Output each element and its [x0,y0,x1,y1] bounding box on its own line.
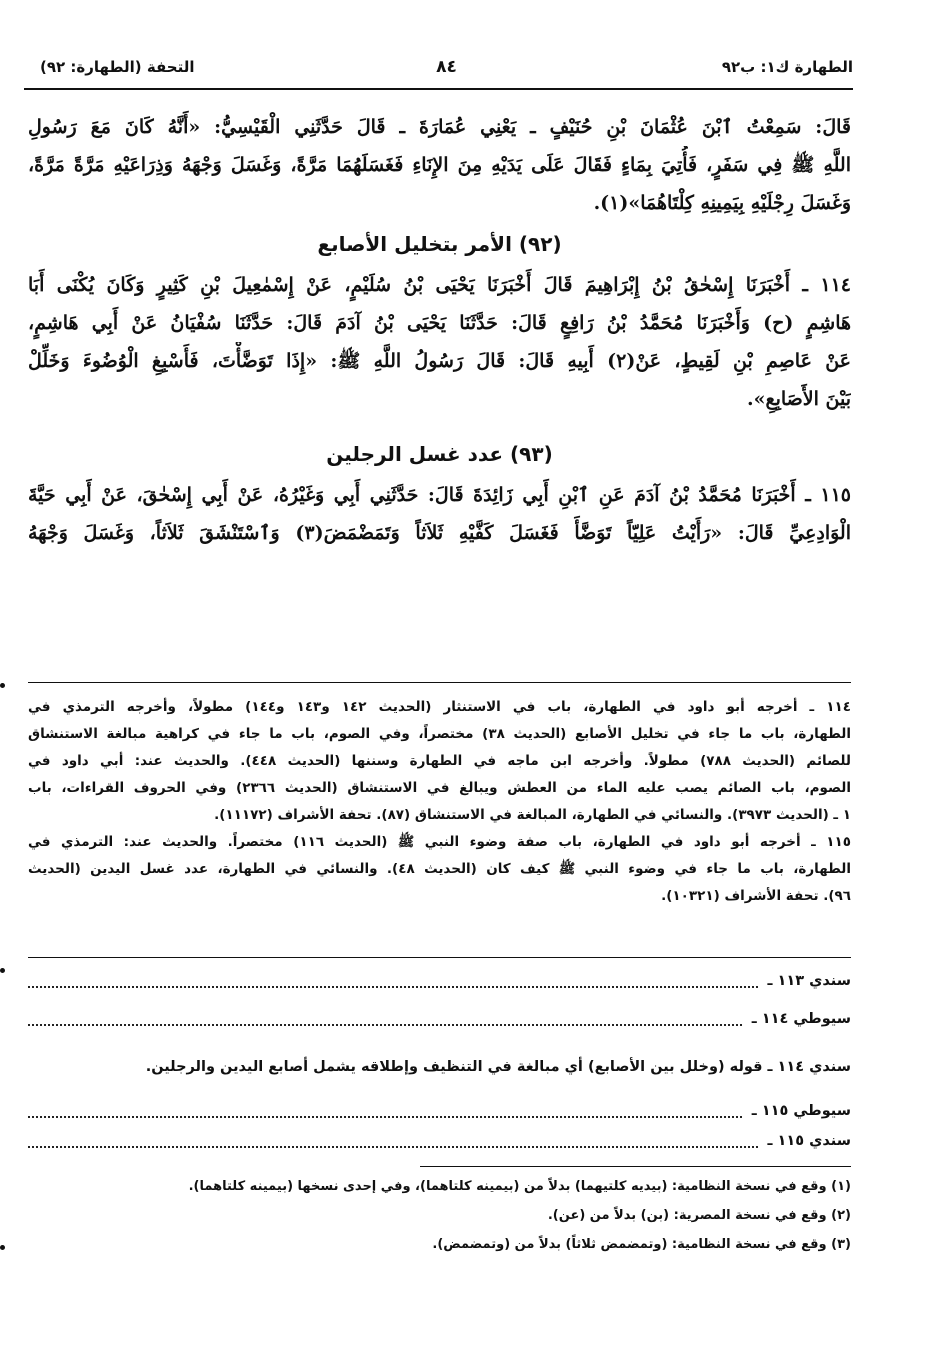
text-line: عَنْ عَاصِمِ بْنِ لَقِيطٍ، عَنْ(٢) أَبِيهِ قَالَ: قَالَ رَسُولُ اللَّهِ ﷺ: «إِذَا تَوَضَّأْتَ، فَأَسْبِغِ الْوُضُوءَ وَخَلِّلْ [28,350,851,372]
dotted-leader [28,1012,742,1026]
commentary-label: سندي ١١٣ ـ [767,973,851,989]
text-line: هَاشِمٍ (ح) وَأَخْبَرَنَا مُحَمَّدُ بْنُ رَافِعٍ قَالَ: حَدَّثَنَا يَحْيَى بْنُ آدَمَ قَالَ: حَدَّثَنَا سُفْيَانُ عَنْ أَبِي هَاشِمٍ، [28,312,851,334]
note-line: للصائم (الحديث ٧٨٨) مطولاً. وأخرجه ابن ماجه في الطهارة وسننها (الحديث ٤٤٨). والحديث عند: أبي داود في [28,753,851,769]
dotted-leader [28,1134,758,1148]
text-line: بَيْنَ الأَصَابِعِ». [746,388,851,410]
commentary-suyuti-115 [28,1098,851,1124]
note-line: ٩٦). تحفة الأشراف (١٠٣٢١). [661,888,851,904]
commentary-suyuti-114 [28,1006,851,1032]
chapter-heading-92: (٩٢) الأمر بتخليل الأصابع [317,232,562,256]
section-rule [28,682,851,683]
note-line: ١١٥ ـ أخرجه أبو داود في الطهارة، باب صفة وضوء النبي ﷺ (الحديث ١١٦) مختصراً. والحديث عند: الترمذي في [28,834,851,850]
note-line: الطهارة، باب ما جاء في تخليل الأصابع (الحديث ٣٨) مختصراً، وفي الصوم، باب ما جاء في كراهية مبالغة الاستنشاق [28,726,851,742]
text-line: ١١٥ ـ أَخْبَرَنَا مُحَمَّدُ بْنُ آدَمَ عَنِ ٱبْنِ أَبِي زَائِدَةَ قَالَ: حَدَّثَنِي أَبِي وَغَيْرُهُ، عَنْ أَبِي إِسْحٰقَ، عَنْ أَبِي حَيَّةَ [28,484,851,506]
commentary-sindi-114 [28,1054,851,1080]
main-text [28,108,851,552]
scan-mark [0,1245,5,1250]
dotted-leader [28,1104,742,1118]
note-line: ١١٤ ـ أخرجه أبو داود في الطهارة، باب في الاستنثار (الحديث ١٤٢ و١٤٣ و١٤٤) مطولاً، وأخرجه الترمذي في [28,699,851,715]
header-rule [24,88,853,90]
section-rule [28,957,851,958]
footnote-rule [420,1166,851,1167]
footnote-1: (١) وقع في نسخة النظامية: (بيديه كلتيهما) بدلاً من (بيمينه كلتاهما)، وفي إحدى نسخها (بيمينه كلتاهما). [188,1179,851,1194]
note-line: ١ ـ (الحديث ٣٩٧٣). والنسائي في الطهارة، المبالغة في الاستنشاق (٨٧). تحفة الأشراف (١١١٧٢). [214,807,851,823]
page-number: ٨٤ [436,57,457,77]
note-line: الطهارة، باب ما جاء في وضوء النبي ﷺ كيف كان (الحديث ٤٨). والنسائي في الطهارة، عدد غسل اليدين (الحديث [28,861,851,877]
footnote-3: (٣) وقع في نسخة النظامية: (وتمضمض ثلاثاً) بدلاً من (وتمضمض). [432,1237,851,1252]
running-header [40,52,853,82]
text-line: وَغَسَلَ رِجْلَيْهِ بِيَمِينِهِ كِلْتَاهُمَا»(١). [593,192,851,214]
dotted-leader [28,974,758,988]
commentary-label: سيوطي ١١٥ ـ [751,1103,851,1119]
chapter-heading-93: (٩٣) عدد غسل الرجلين [326,442,553,466]
note-line: الصوم، باب الصائم يصب عليه الماء من العطش ويبالغ في الاستنشاق (الحديث ٢٣٦٦) وفي الحروف القراءات، باب [28,780,851,796]
header-reference: التحفة (الطهارة: ٩٢) [40,58,195,76]
footnote-2: (٢) وقع في نسخة المصرية: (بن) بدلاً من (عن). [547,1208,851,1223]
commentary-sindi-115 [28,1128,851,1154]
commentary-label: سندي ١١٥ ـ [767,1133,851,1149]
text-line: ١١٤ ـ أَخْبَرَنَا إِسْحٰقُ بْنُ إِبْرَاهِيمَ قَالَ أَخْبَرَنَا يَحْيَى بْنُ سُلَيْمٍ، عَنْ إِسْمٰعِيلَ بْنِ كَثِيرٍ وَكَانَ يُكْنَى أَبَا [28,274,851,296]
takhrij-notes [28,694,851,910]
commentary-label: سيوطي ١١٤ ـ [751,1011,851,1027]
scan-mark [0,683,5,688]
commentary-sindi-113 [28,968,851,994]
commentary-text: سندي ١١٤ ـ قوله (وخلل بين الأصابع) أي مبالغة في التنظيف وإطلاقه يشمل أصابع اليدين والرجلين. [145,1059,851,1075]
header-chapter: الطهارة ك١: ب٩٢ [721,58,853,76]
text-line: اللَّهِ ﷺ فِي سَفَرٍ، فَأُتِيَ بِمَاءٍ فَقَالَ عَلَى يَدَيْهِ مِنَ الإِنَاءِ فَغَسَلَهُمَا مَرَّةً، وَغَسَلَ وَجْهَهُ وَذِرَاعَيْهِ مَرَّةً مَرَّةً، [28,154,851,176]
text-line: الْوَادِعِيِّ قَالَ: «رَأَيْتُ عَلِيّاً تَوَضَّأَ فَغَسَلَ كَفَّيْهِ ثَلاَثاً وَتَمَضْمَضَ(٣) وَٱسْتَنْشَقَ ثَلاَثاً، وَغَسَلَ وَجْهَهُ [28,522,851,544]
text-line: قَالَ: سَمِعْتُ ٱبْنَ عُثْمَانَ بْنِ حُنَيْفٍ ـ يَعْنِي عُمَارَةَ ـ قَالَ حَدَّثَنِي الْقَيْسِيُّ: «أَنَّهُ كَانَ مَعَ رَسُولِ [28,116,851,138]
scan-mark [0,968,5,973]
